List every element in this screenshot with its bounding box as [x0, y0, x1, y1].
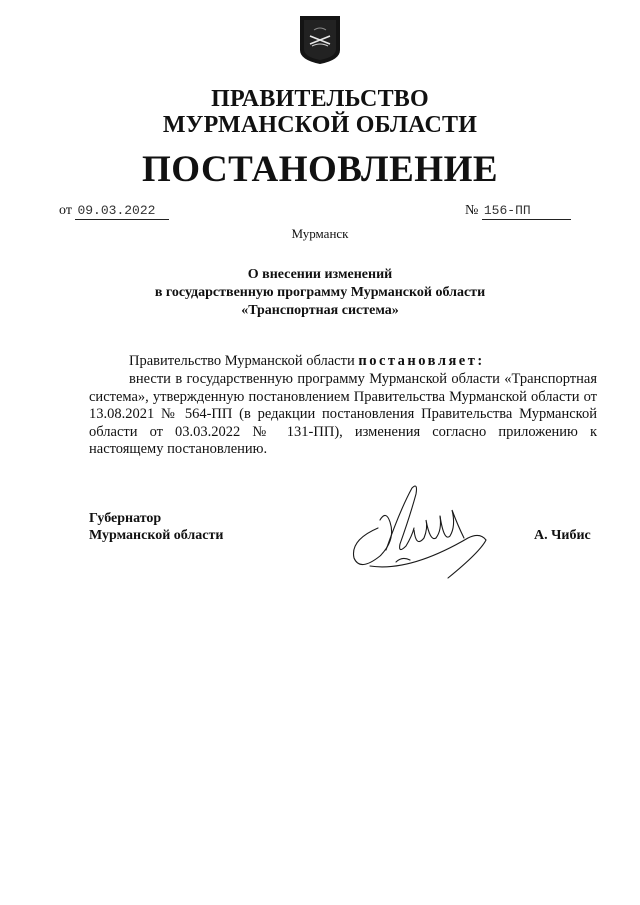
date-line	[59, 203, 169, 220]
handwritten-signature	[340, 480, 490, 590]
organization-name: ПРАВИТЕЛЬСТВО	[211, 86, 429, 112]
organization-region: МУРМАНСКОЙ ОБЛАСТИ	[162, 112, 478, 138]
document-date: 09.03.2022	[75, 203, 169, 220]
subject-line-2: в государственную программу Мурманской области	[154, 285, 486, 300]
coat-of-arms-icon	[298, 14, 342, 66]
number-prefix: №	[465, 203, 479, 218]
signatory-title-line-2: Мурманской области	[89, 528, 224, 543]
date-prefix: от	[59, 203, 72, 218]
city-name: Мурманск	[291, 226, 349, 241]
preamble-text: Правительство Мурманской области	[129, 353, 359, 369]
document-type-title: ПОСТАНОВЛЕНИЕ	[141, 149, 499, 190]
subject-line-3: «Транспортная система»	[241, 303, 399, 318]
number-line	[465, 203, 571, 220]
resolution-paragraph: внести в государственную программу Мурманской области «Транспортная система», утвержденную постановлением Правительства Мурманской области от 13.08.2021 № 564-ПП (в редакции постановления Правительства Мурманской области от 03.03.2022 № 131-ПП), изменения согласно приложению к настоящему постановлению.	[89, 371, 597, 457]
signatory-name: А. Чибис	[534, 528, 591, 543]
signatory-title-line-1: Губернатор	[89, 511, 162, 526]
document-number: 156-ПП	[482, 203, 571, 220]
decree-word: постановляет:	[358, 353, 485, 369]
subject-line-1: О внесении изменений	[247, 267, 393, 282]
preamble-paragraph	[89, 353, 597, 371]
